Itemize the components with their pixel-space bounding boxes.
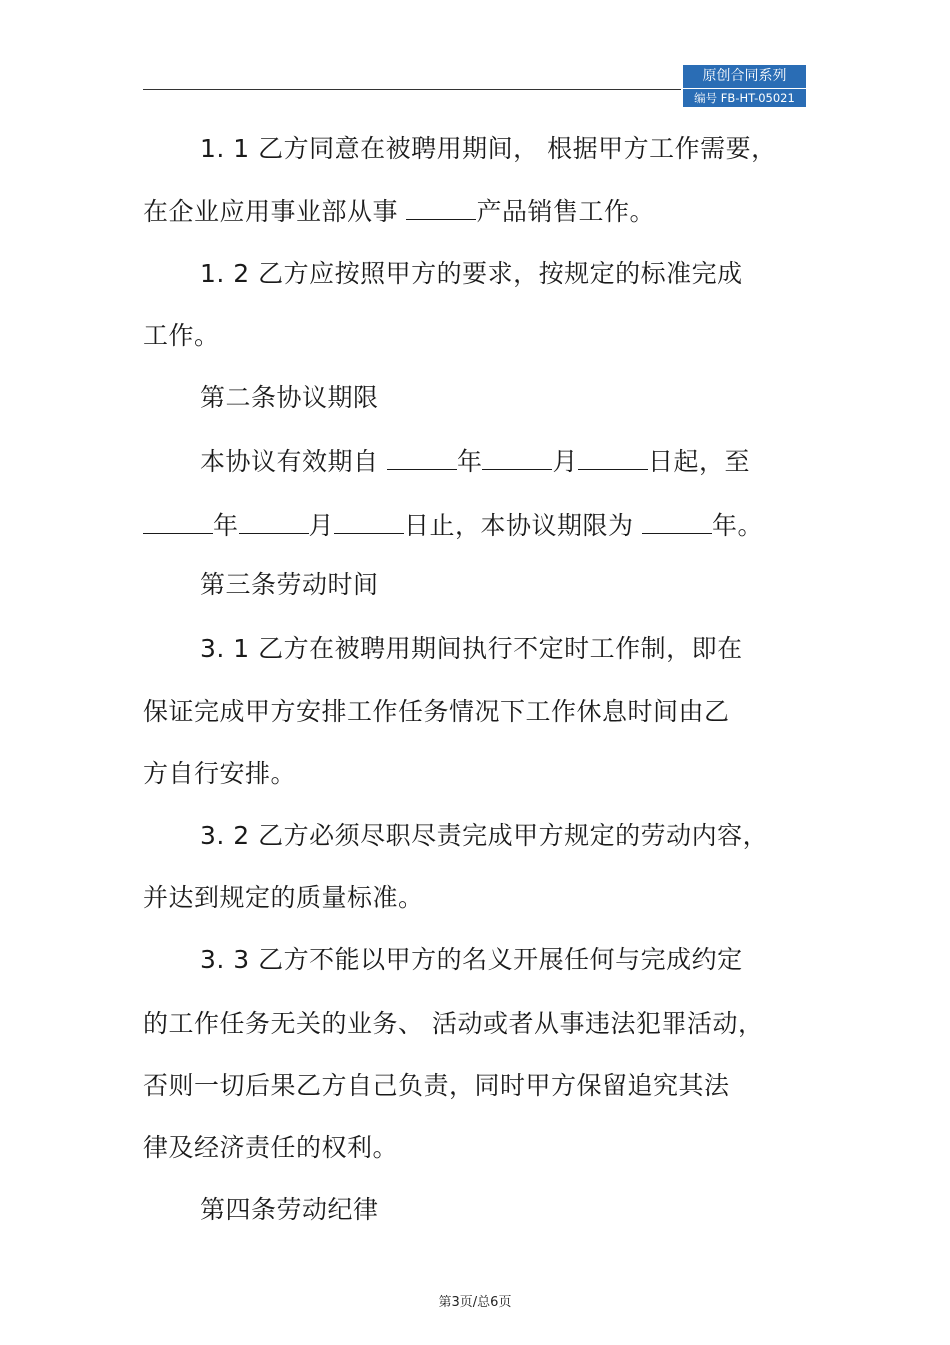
text-line bbox=[200, 446, 750, 478]
text-fragment: 产品销售工作。 bbox=[476, 197, 655, 226]
text-line: 1. 2 乙方应按照甲方的要求，按规定的标准完成 bbox=[200, 259, 743, 288]
text-fragment: 月 bbox=[552, 447, 578, 476]
text-fragment: 在企业应用事业部从事 bbox=[143, 197, 407, 226]
text-line: 方自行安排。 bbox=[143, 759, 297, 788]
blank-field bbox=[334, 511, 404, 534]
text-line: 3. 3 乙方不能以甲方的名义开展任何与完成约定 bbox=[200, 945, 743, 974]
text-line: 并达到规定的质量标准。 bbox=[143, 883, 424, 912]
page-number: 第3页/总6页 bbox=[438, 1295, 512, 1310]
text-fragment: 年 bbox=[456, 447, 483, 476]
section-heading: 第四条劳动纪律 bbox=[200, 1195, 379, 1224]
section-heading: 第二条协议期限 bbox=[200, 383, 379, 412]
text-fragment: 年 bbox=[213, 511, 239, 540]
text-line bbox=[143, 196, 655, 228]
blank-field bbox=[143, 511, 213, 534]
text-fragment: 日止，本协议期限为 bbox=[404, 511, 642, 540]
blank-field bbox=[387, 447, 457, 470]
text-fragment: 年。 bbox=[711, 511, 763, 540]
text-line: 1. 1 乙方同意在被聘用期间， 根据甲方工作需要， bbox=[200, 134, 777, 163]
blank-field bbox=[642, 511, 712, 534]
header-rule bbox=[143, 89, 681, 90]
text-line bbox=[143, 510, 763, 542]
text-fragment: 本协议有效期自 bbox=[200, 447, 387, 476]
text-line: 工作。 bbox=[143, 321, 220, 350]
blank-field bbox=[482, 447, 552, 470]
text-line: 3. 1 乙方在被聘用期间执行不定时工作制，即在 bbox=[200, 634, 743, 663]
blank-field bbox=[578, 447, 648, 470]
blank-field bbox=[239, 511, 309, 534]
series-badge: 原创合同系列 bbox=[683, 65, 806, 88]
text-line: 的工作任务无关的业务、 活动或者从事违法犯罪活动， bbox=[143, 1009, 764, 1038]
text-fragment: 日起，至 bbox=[647, 447, 750, 476]
text-line: 律及经济责任的权利。 bbox=[143, 1133, 399, 1162]
blank-field bbox=[406, 197, 476, 220]
text-fragment: 月 bbox=[308, 511, 335, 540]
section-heading: 第三条劳动时间 bbox=[200, 570, 379, 599]
text-line: 否则一切后果乙方自己负责，同时甲方保留追究其法 bbox=[143, 1071, 730, 1100]
text-line: 3. 2 乙方必须尽职尽责完成甲方规定的劳动内容， bbox=[200, 821, 769, 850]
code-badge: 编号 FB-HT-05021 bbox=[683, 89, 806, 107]
text-line: 保证完成甲方安排工作任务情况下工作休息时间由乙 bbox=[143, 697, 730, 726]
